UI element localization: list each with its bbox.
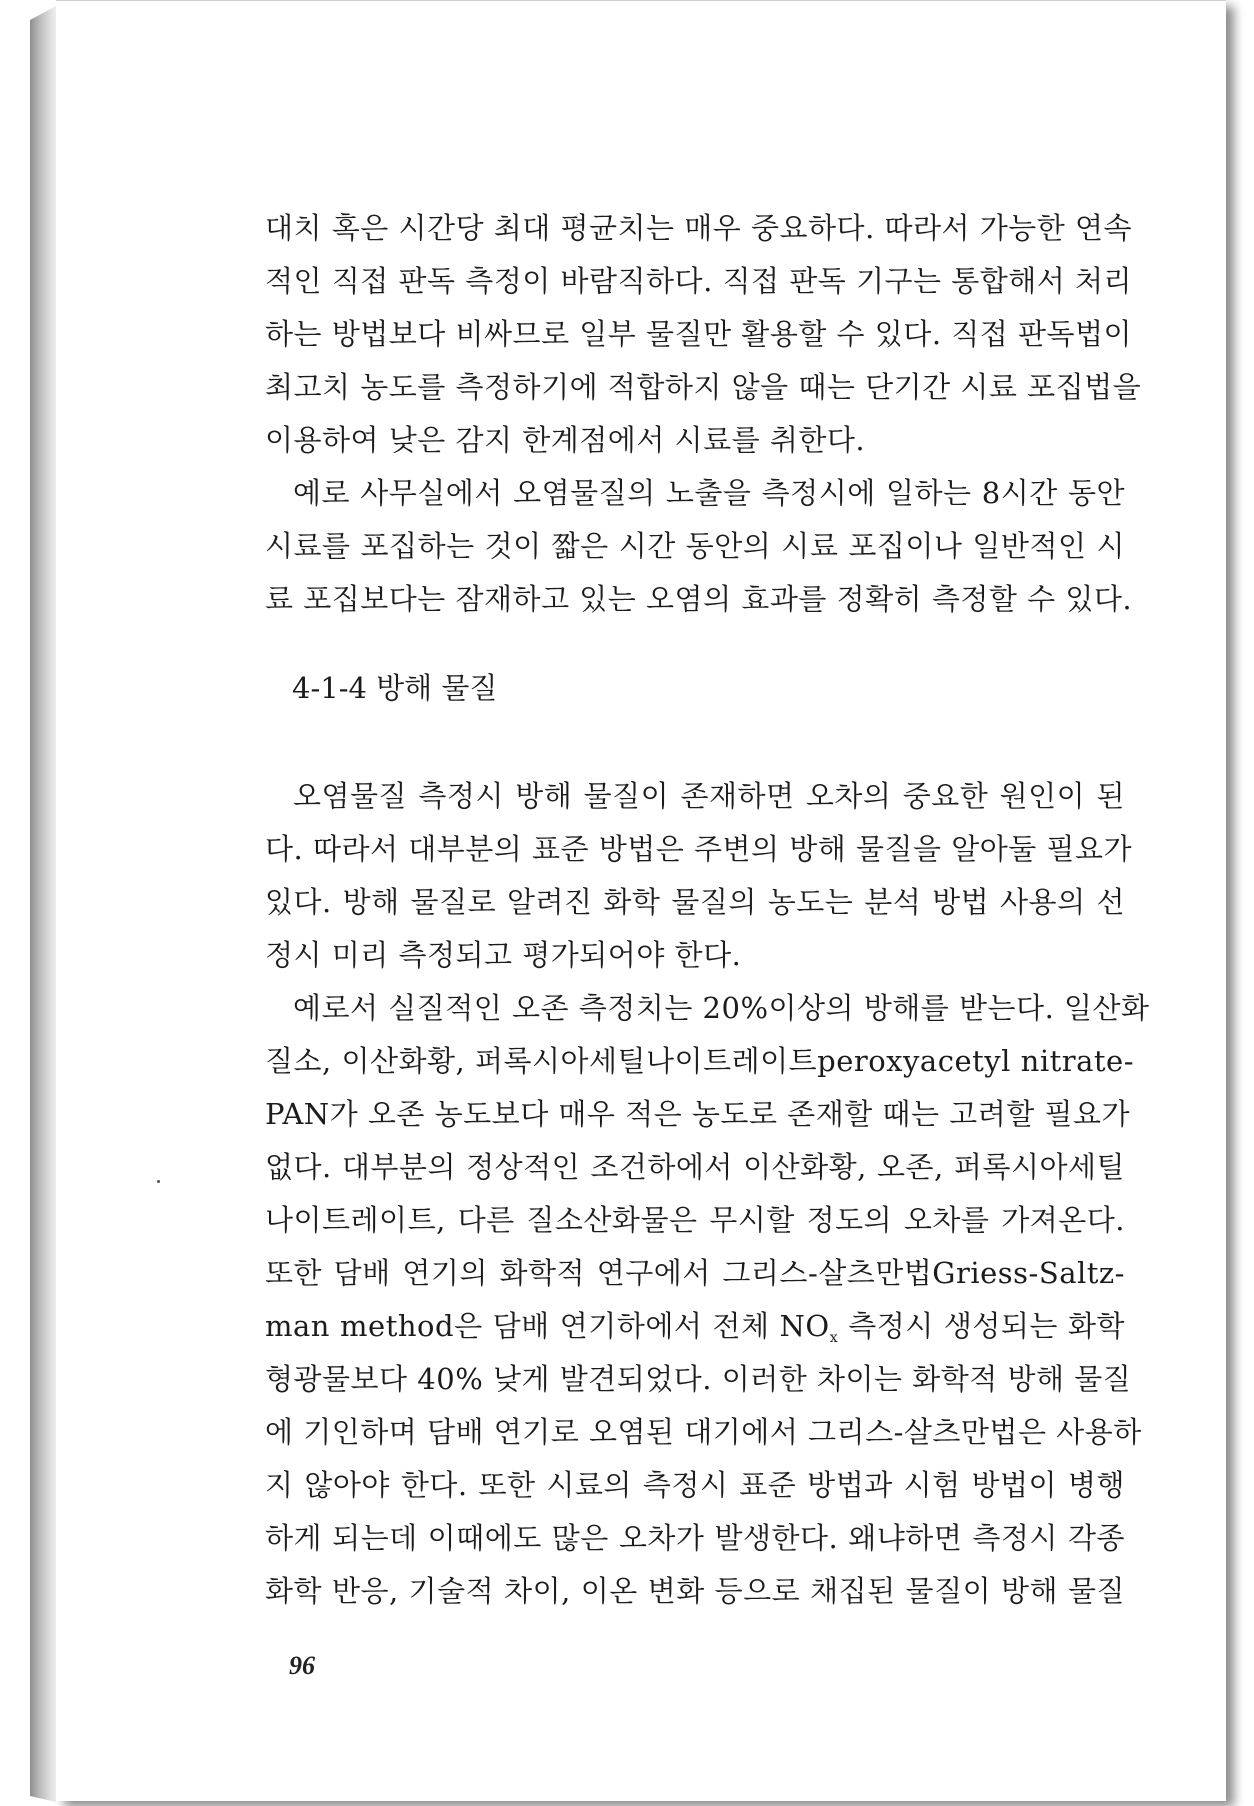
text-fragment: man method은 담배 연기하에서 전체 NO bbox=[265, 1309, 830, 1343]
text-line: 하게 되는데 이때에도 많은 오차가 발생한다. 왜냐하면 측정시 각종 bbox=[265, 1521, 1125, 1555]
text-line: 최고치 농도를 측정하기에 적합하지 않을 때는 단기간 시료 포집법을 bbox=[265, 370, 1142, 404]
text-line: 하는 방법보다 비싸므로 일부 물질만 활용할 수 있다. 직접 판독법이 bbox=[265, 317, 1133, 351]
text-line: 다. 따라서 대부분의 표준 방법은 주변의 방해 물질을 알아둘 필요가 bbox=[265, 832, 1133, 866]
subscript-x: x bbox=[829, 1330, 839, 1346]
text-line: 형광물보다 40% 낮게 발견되었다. 이러한 차이는 화학적 방해 물질 bbox=[265, 1362, 1132, 1396]
text-line: 지 않아야 한다. 또한 시료의 측정시 표준 방법과 시험 방법이 병행 bbox=[265, 1468, 1125, 1502]
text-block-bottom bbox=[265, 770, 1150, 1618]
page-number: 96 bbox=[289, 1651, 315, 1680]
text-line: 에 기인하며 담배 연기로 오염된 대기에서 그리스-살츠만법은 사용하 bbox=[265, 1415, 1142, 1449]
text-line: PAN가 오존 농도보다 매우 적은 농도로 존재할 때는 고려할 필요가 bbox=[265, 1097, 1130, 1131]
text-line: 나이트레이트, 다른 질소산화물은 무시할 정도의 오차를 가져온다. bbox=[265, 1203, 1125, 1237]
text-line: 적인 직접 판독 측정이 바람직하다. 직접 판독 기구는 통합해서 처리 bbox=[265, 264, 1133, 298]
text-line: 오염물질 측정시 방해 물질이 존재하면 오차의 중요한 원인이 된 bbox=[293, 779, 1125, 813]
text-line: 예로서 실질적인 오존 측정치는 20%이상의 방해를 받는다. 일산화 bbox=[293, 991, 1150, 1025]
text-line: 예로 사무실에서 오염물질의 노출을 측정시에 일하는 8시간 동안 bbox=[293, 476, 1125, 510]
text-block-top bbox=[265, 202, 1142, 626]
text-line: 시료를 포집하는 것이 짧은 시간 동안의 시료 포집이나 일반적인 시 bbox=[265, 529, 1125, 563]
book-spine-edge bbox=[30, 6, 56, 1802]
section-heading: 4-1-4 방해 물질 bbox=[292, 671, 498, 705]
text-fragment: 측정시 생성되는 화학 bbox=[838, 1309, 1125, 1343]
text-line: 화학 반응, 기술적 차이, 이온 변화 등으로 채집된 물질이 방해 물질 bbox=[265, 1574, 1125, 1608]
text-line: 또한 담배 연기의 화학적 연구에서 그리스-살츠만법Griess-Saltz- bbox=[265, 1256, 1125, 1290]
text-line-with-subscript bbox=[265, 1300, 1125, 1353]
text-line: 대치 혹은 시간당 최대 평균치는 매우 중요하다. 따라서 가능한 연속 bbox=[265, 211, 1133, 245]
text-line: 이용하여 낮은 감지 한계점에서 시료를 취한다. bbox=[265, 423, 866, 457]
text-line: 료 포집보다는 잠재하고 있는 오염의 효과를 정확히 측정할 수 있다. bbox=[265, 582, 1133, 616]
text-line: 없다. 대부분의 정상적인 조건하에서 이산화황, 오존, 퍼록시아세틸 bbox=[265, 1150, 1125, 1184]
text-line: 있다. 방해 물질로 알려진 화학 물질의 농도는 분석 방법 사용의 선 bbox=[265, 885, 1125, 919]
text-line: 정시 미리 측정되고 평가되어야 한다. bbox=[265, 938, 742, 972]
scan-speck bbox=[157, 1180, 160, 1183]
text-line: 질소, 이산화황, 퍼록시아세틸나이트레이트peroxyacetyl nitrate- bbox=[265, 1044, 1135, 1078]
